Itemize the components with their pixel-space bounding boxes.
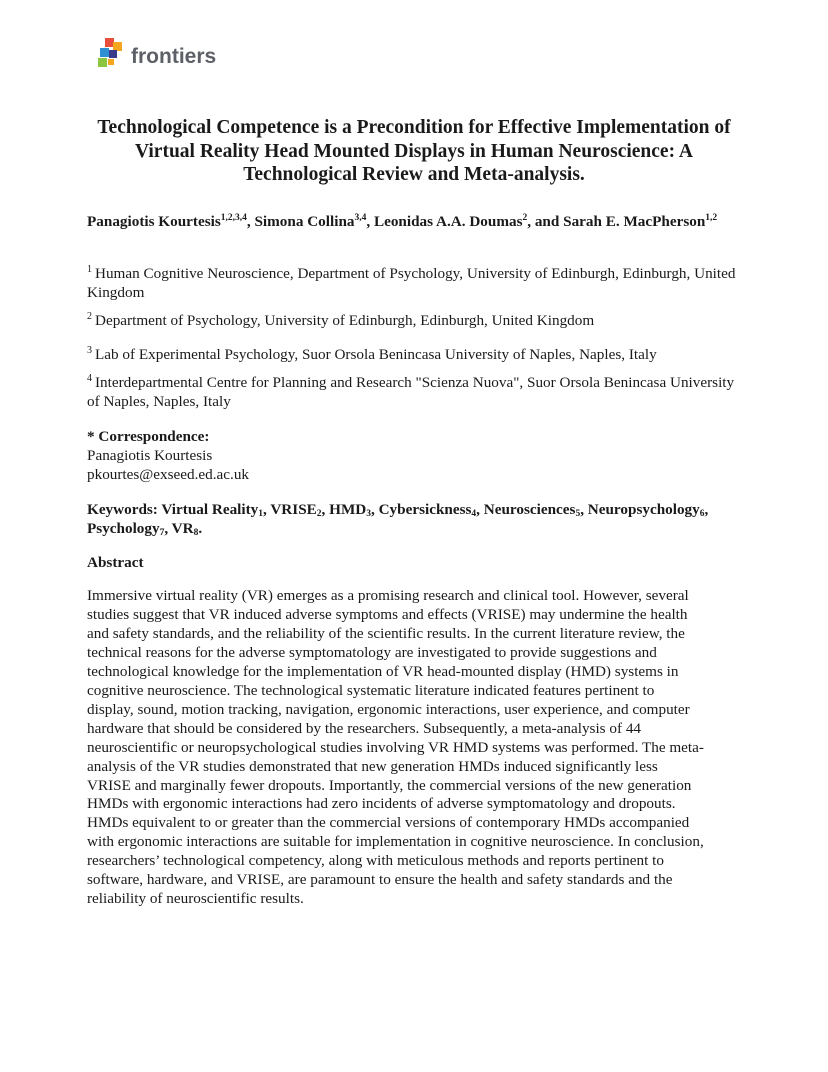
abstract-line: technical reasons for the adverse symptomatology are investigated to provide suggestions and <box>87 643 657 661</box>
keyword-separator: , <box>704 501 709 518</box>
paper-title: Technological Competence is a Precondition for Effective Implementation of Virtual Reality Head Mounted Displays in Human Neuroscience: A Technological Review and Meta-analysis. <box>97 117 731 185</box>
affiliation-3 <box>87 345 747 364</box>
affiliation-number: 1 <box>87 264 92 275</box>
keyword-separator: , <box>371 501 379 518</box>
frontiers-logo-icon <box>96 36 128 72</box>
keyword: Neuropsychology <box>587 501 700 518</box>
abstract-line: cognitive neuroscience. The technological systematic literature indicated features pertinent to <box>87 681 655 699</box>
abstract-line: studies suggest that VR induced adverse symptoms and effects (VRISE) may undermine the health <box>87 605 688 623</box>
keyword: HMD <box>329 501 367 518</box>
abstract-line: HMDs with ergonomic interactions had zero incidents of adverse symptomatology and dropouts. <box>87 795 676 813</box>
author-separator: , and <box>527 213 564 230</box>
affiliation-number: 2 <box>87 311 92 322</box>
keyword-index: 2 <box>316 509 322 519</box>
affiliation-number: 3 <box>87 345 92 356</box>
abstract-line: Immersive virtual reality (VR) emerges as a promising research and clinical tool. However, several <box>87 587 689 604</box>
keyword-index: 8 <box>193 528 199 538</box>
correspondence-email[interactable]: pkourtes@exseed.ed.ac.uk <box>87 466 250 483</box>
abstract-line: and safety standards, and the reliability of the scientific results. In the current literature review, the <box>87 624 685 642</box>
correspondence-block <box>87 427 249 484</box>
keyword-separator: , <box>263 501 271 518</box>
keyword-index: 3 <box>366 509 371 519</box>
keywords-block <box>87 500 757 538</box>
author-name: Leonidas A.A. Doumas <box>373 213 523 230</box>
correspondence-name: Panagiotis Kourtesis <box>87 447 213 464</box>
abstract-line: researchers’ technological competency, along with meticulous methods and reports pertinent to <box>87 852 664 870</box>
abstract-line: software, hardware, and VRISE, are paramount to ensure the health and safety standards and the <box>87 871 673 889</box>
abstract-line: analysis of the VR studies demonstrated that new generation HMDs induced significantly less <box>87 757 658 775</box>
affiliation-text: Interdepartmental Centre for Planning and Research "Scienza Nuova", Suor Orsola Benincasa University of Naples, Naples, Italy <box>87 374 735 410</box>
author-separator: , <box>246 213 255 230</box>
affiliation-1 <box>87 264 747 302</box>
keyword-index: 7 <box>159 528 165 538</box>
affiliation-number: 4 <box>87 373 92 384</box>
abstract-line: with ergonomic interactions are suitable for implementation in cognitive neuroscience. In conclusion, <box>87 833 704 851</box>
keyword-index: 4 <box>471 509 477 519</box>
keyword: VR <box>171 520 194 537</box>
abstract-line: display, sound, motion tracking, navigation, ergonomic interactions, user experience, and computer <box>87 700 690 718</box>
keyword-index: 5 <box>575 509 581 519</box>
author-affiliation-marks: 2 <box>522 213 528 223</box>
keywords-label: Keywords: <box>87 501 162 518</box>
affiliation-text: Lab of Experimental Psychology, Suor Orsola Benincasa University of Naples, Naples, Italy <box>95 346 657 363</box>
author-name: Sarah E. MacPherson <box>563 213 706 230</box>
author-separator: , <box>366 213 374 230</box>
journal-logo <box>96 36 216 72</box>
abstract-line: reliability of neuroscientific results. <box>87 890 304 908</box>
affiliation-4 <box>87 373 747 411</box>
abstract-line: technological knowledge for the implementation of VR head-mounted display (HMD) systems in <box>87 662 679 680</box>
author-affiliation-marks: 1,2,3,4 <box>220 213 247 223</box>
keyword: Cybersickness <box>378 501 472 518</box>
abstract-line: hardware that should be considered by the researchers. Subsequently, a meta-analysis of 44 <box>87 719 642 737</box>
author-affiliation-marks: 1,2 <box>705 213 718 223</box>
author-name: Panagiotis Kourtesis <box>87 213 221 230</box>
keyword-index: 6 <box>699 509 705 519</box>
affiliation-2 <box>87 311 747 330</box>
author-name: Simona Collina <box>254 213 355 230</box>
author-affiliation-marks: 3,4 <box>354 213 367 223</box>
author-list <box>87 212 747 231</box>
abstract-body <box>87 587 747 909</box>
keyword: Virtual Reality <box>161 501 259 518</box>
keyword-separator: , <box>580 501 588 518</box>
affiliation-text: Department of Psychology, University of Edinburgh, Edinburgh, United Kingdom <box>95 312 595 329</box>
abstract-line: VRISE and marginally fewer dropouts. Importantly, the commercial versions of the new generation <box>87 776 692 794</box>
keyword: Neurosciences <box>483 501 576 518</box>
keyword: VRISE <box>270 501 317 518</box>
keyword: Psychology <box>87 520 160 537</box>
abstract-heading: Abstract <box>87 554 144 571</box>
keyword-separator: , <box>476 501 484 518</box>
abstract-line: neuroscientific or neuropsychological studies involving VR HMD systems was performed. The meta- <box>87 738 704 756</box>
logo-text: frontiers <box>131 44 217 68</box>
abstract-line: HMDs equivalent to or greater than the commercial versions of contemporary HMDs accompanied <box>87 814 690 832</box>
keyword-separator: , <box>164 520 172 537</box>
affiliation-text: Human Cognitive Neuroscience, Department of Psychology, University of Edinburgh, Edinburgh, United Kingdom <box>87 265 736 301</box>
correspondence-heading: * Correspondence: <box>87 428 210 445</box>
keyword-separator: , <box>321 501 330 518</box>
keyword-separator: . <box>198 520 203 537</box>
keyword-index: 1 <box>258 509 264 519</box>
